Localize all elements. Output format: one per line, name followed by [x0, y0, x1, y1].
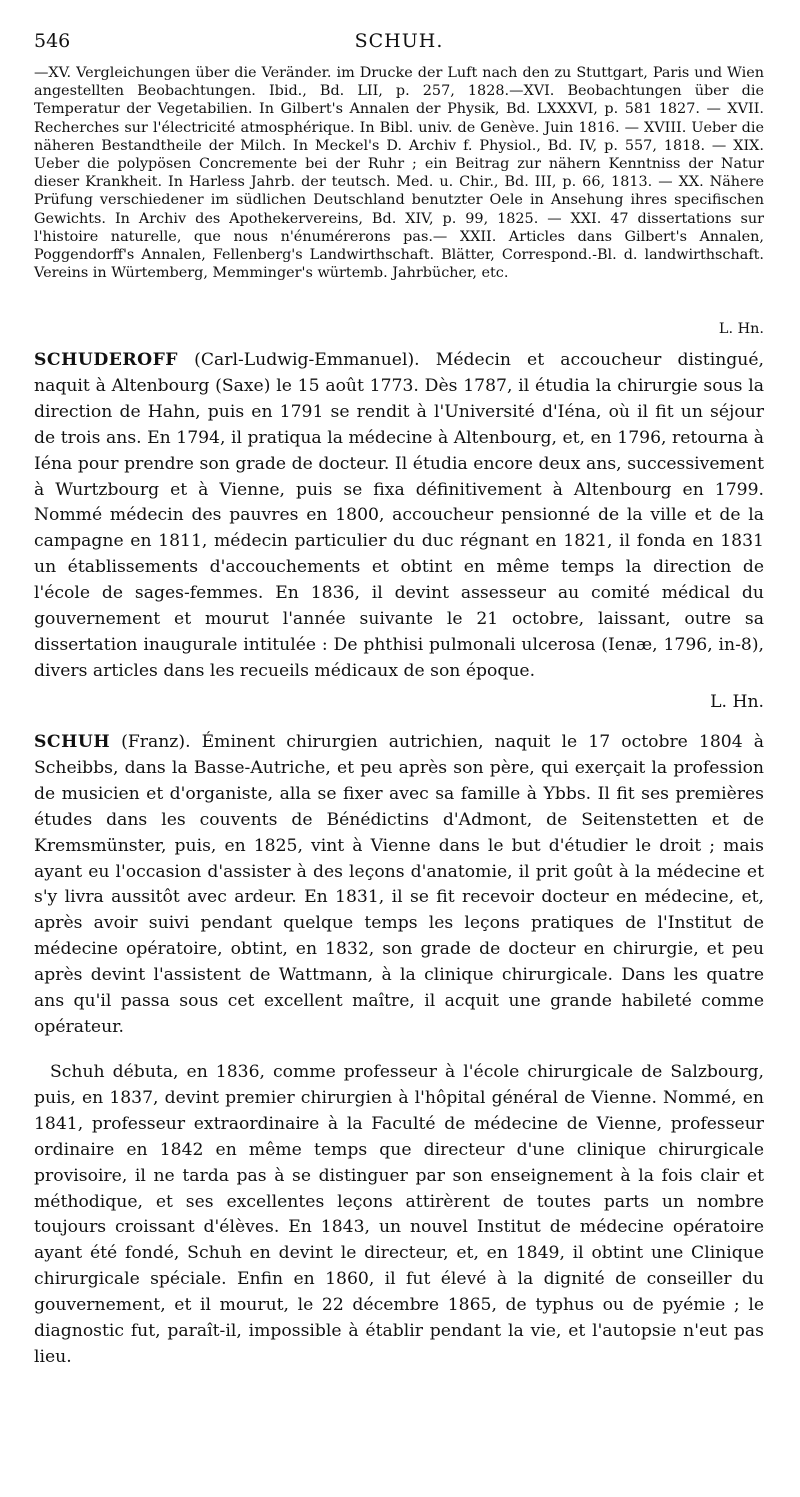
- entry-schuh: [34, 730, 764, 1041]
- entry-text: Éminent chirurgien autrichien, naquit le 17 octobre 1804 à Scheibbs, dans la Basse-Autriche, et peu après son père, qui exerçait la profession de musicien et d'organiste, alla se fixer avec sa famille à Ybbs. Il fit ses premières études dans les couvents de Bénédictins d'Admont, de Seitenstetten et de Kremsmünster, puis, en 1825, vint à Vienne dans le but d'étudier le droit ; mais ayant eu l'occasion d'assister à des leçons d'anatomie, il prit goût à la médecine et s'y livra aussitôt avec ardeur. En 1831, il se fit recevoir docteur en médecine, et, après avoir suivi pendant quelque temps les leçons pratiques de l'Institut de médecine opératoire, obtint, en 1832, son grade de docteur en chirurgie, et peu après devint l'assistent de Wattmann, à la clinique chirurgicale. Dans les quatre ans qu'il passa sous cet excellent maître, il acquit une grande habileté comme opérateur.: [34, 732, 764, 1037]
- continuation-text: —XV. Vergleichungen über die Veränder. im Drucke der Luft nach den zu Stuttgart, Paris und Wien angestellten Beobachtungen. Ibid., Bd. LII, p. 257, 1828.—XVI. Beobachtungen über die Temperatur der Vegetabilien. In Gilbert's Annalen der Physik, Bd. LXXXVI, p. 581 1827. — XVII. Recherches sur l'électricité atmosphérique. In Bibl. univ. de Genève. Juin 1816. — XVIII. Ueber die näheren Bestandtheile der Milch. In Meckel's D. Archiv f. Physiol., Bd. IV, p. 557, 1818. — XIX. Ueber die polypösen Concremente bei der Ruhr ; ein Beitrag zur nähern Kenntniss der Natur dieser Krankheit. In Harless Jahrb. der teutsch. Med. u. Chir., Bd. III, p. 66, 1813. — XX. Nähere Prüfung verschiedener im südlichen Deutschland benutzter Oele in Ansehung ihres specifischen Gewichts. In Archiv des Apothekervereins, Bd. XIV, p. 99, 1825. — XXI. 47 dissertations sur l'histoire naturelle, que nous n'énumérerons pas.— XXII. Articles dans Gilbert's Annalen, Poggendorff's Annalen, Fellenberg's Landwirthschaft. Blätter, Correspond.-Bl. d. landwirthschaft. Vereins in Würtemberg, Memminger's würtemb. Jahrbücher, etc.: [34, 65, 764, 282]
- entry-schuderoff: [34, 348, 764, 685]
- entry-schuh-paragraph-2: Schuh débuta, en 1836, comme professeur à l'école chirurgicale de Salzbourg, puis, en 1837, devint premier chirurgien à l'hôpital général de Vienne. Nommé, en 1841, professeur extraordinaire à la Faculté de médecine de Vienne, professeur ordinaire en 1842 en même temps que directeur d'une clinique chirurgicale provisoire, il ne tarda pas à se distinguer par son enseignement à la fois clair et méthodique, et ses excellentes leçons attirèrent de toutes parts un nombre toujours croissant d'élèves. En 1843, un nouvel Institut de médecine opératoire ayant été fondé, Schuh en devint le directeur, et, en 1849, il obtint une Clinique chirurgicale spéciale. Enfin en 1860, il fut élevé à la dignité de conseiller du gouvernement, et il mourut, le 22 décembre 1865, de typhus ou de pyémie ; le diagnostic fut, paraît-il, impossible à établir pendant la vie, et l'autopsie n'eut pas lieu.: [34, 1062, 764, 1367]
- entry-signature: L. Hn.: [710, 692, 764, 712]
- continuation-signature: L. Hn.: [718, 321, 764, 337]
- running-title: SCHUH.: [354, 30, 444, 52]
- running-header: [34, 30, 764, 56]
- entry-given-names: (Franz).: [121, 732, 191, 752]
- entry-headword: SCHUH: [34, 732, 111, 752]
- page-number: 546: [34, 30, 71, 52]
- entry-text: Médecin et accoucheur distingué, naquit à Altenbourg (Saxe) le 15 août 1773. Dès 1787, il étudia la chirurgie sous la direction de Hahn, puis en 1791 se rendit à l'Université d'Iéna, où il fit un séjour de trois ans. En 1794, il pratiqua la médecine à Altenbourg, et, en 1796, retourna à Iéna pour prendre son grade de docteur. Il étudia encore deux ans, successivement à Wurtzbourg et à Vienne, puis se fixa définitivement à Altenbourg en 1799. Nommé médecin des pauvres en 1800, accoucheur pensionné de la ville et de la campagne en 1811, médecin particulier du duc régnant en 1821, il fonda en 1831 un établissements d'accouchements et obtint en même temps la direction de l'école de sages-femmes. En 1836, il devint assesseur au comité médical du gouvernement et mourut l'année suivante le 21 octobre, laissant, outre sa dissertation inaugurale intitulée : De phthisi pulmonali ulcerosa (Ienæ, 1796, in-8), divers articles dans les recueils médicaux de son époque.: [34, 350, 764, 681]
- continuation-bibliography: [34, 64, 764, 282]
- entry-headword: SCHUDEROFF: [34, 350, 178, 370]
- entry-given-names: (Carl-Ludwig-Emmanuel).: [194, 350, 420, 370]
